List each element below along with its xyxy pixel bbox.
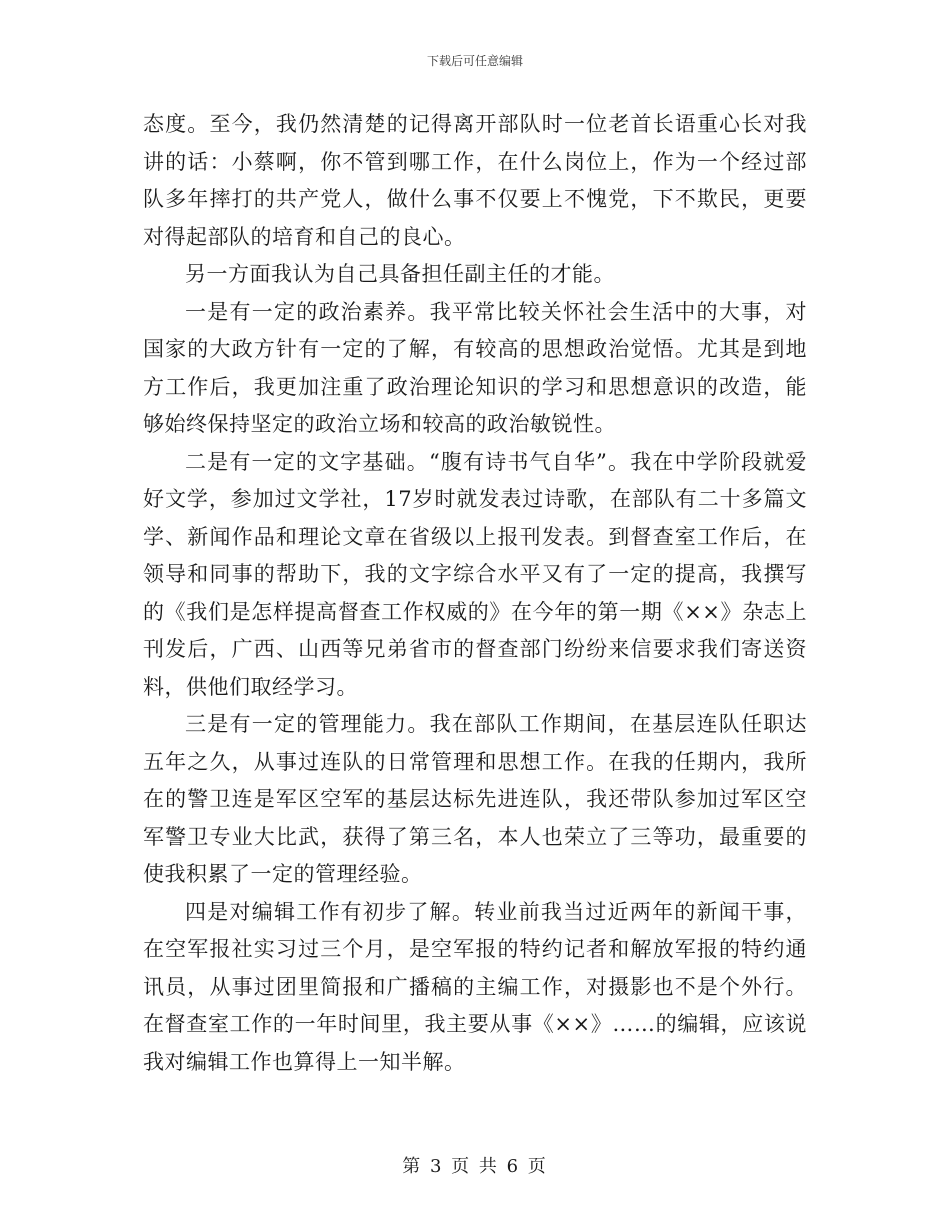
page-header: 下载后可任意编辑: [426, 54, 523, 68]
paragraph-political: 一是有一定的政治素养。我平常比较关怀社会生活中的大事，对国家的大政方针有一定的了解，有较高的思想政治觉悟。尤其是到地方工作后，我更加注重了政治理论知识的学习和思想意识的改造，能够始终保持坚定的政治立场和较高的政治敏锐性。: [143, 299, 807, 436]
paragraph-continuation: 态度。至今，我仍然清楚的记得离开部队时一位老首长语重心长对我讲的话：小蔡啊，你不管到哪工作，在什么岗位上，作为一个经过部队多年摔打的共产党人，做什么事不仅要上不愧党，下不欺民，更要对得起部队的培育和自己的良心。: [143, 112, 807, 249]
page-number: 第 3 页 共 6 页: [402, 1156, 548, 1177]
paragraph-editing: 四是对编辑工作有初步了解。转业前我当过近两年的新闻干事，在空军报社实习过三个月，是空军报的特约记者和解放军报的特约通讯员，从事过团里简报和广播稿的主编工作，对摄影也不是个外行。在督查室工作的一年时间里，我主要从事《××》……的编辑，应该说我对编辑工作也算得上一知半解。: [143, 899, 807, 1074]
paragraph-management: 三是有一定的管理能力。我在部队工作期间，在基层连队任职达五年之久，从事过连队的日常管理和思想工作。在我的任期内，我所在的警卫连是军区空军的基层达标先进连队，我还带队参加过军区空军警卫专业大比武，获得了第三名，本人也荣立了三等功，最重要的使我积累了一定的管理经验。: [143, 712, 807, 886]
paragraph-intro-ability: 另一方面我认为自己具备担任副主任的才能。: [185, 262, 615, 286]
paragraph-writing: 二是有一定的文字基础。“腹有诗书气自华”。我在中学阶段就爱好文学，参加过文学社，17岁时就发表过诗歌，在部队有二十多篇文学、新闻作品和理论文章在省级以上报刊发表。到督查室工作后，在领导和同事的帮助下，我的文字综合水平又有了一定的提高，我撰写的《我们是怎样提高督查工作权威的》在今年的第一期《××》杂志上刊发后，广西、山西等兄弟省市的督查部门纷纷来信要求我们寄送资料，供他们取经学习。: [143, 449, 807, 699]
document-body: [143, 106, 807, 1081]
